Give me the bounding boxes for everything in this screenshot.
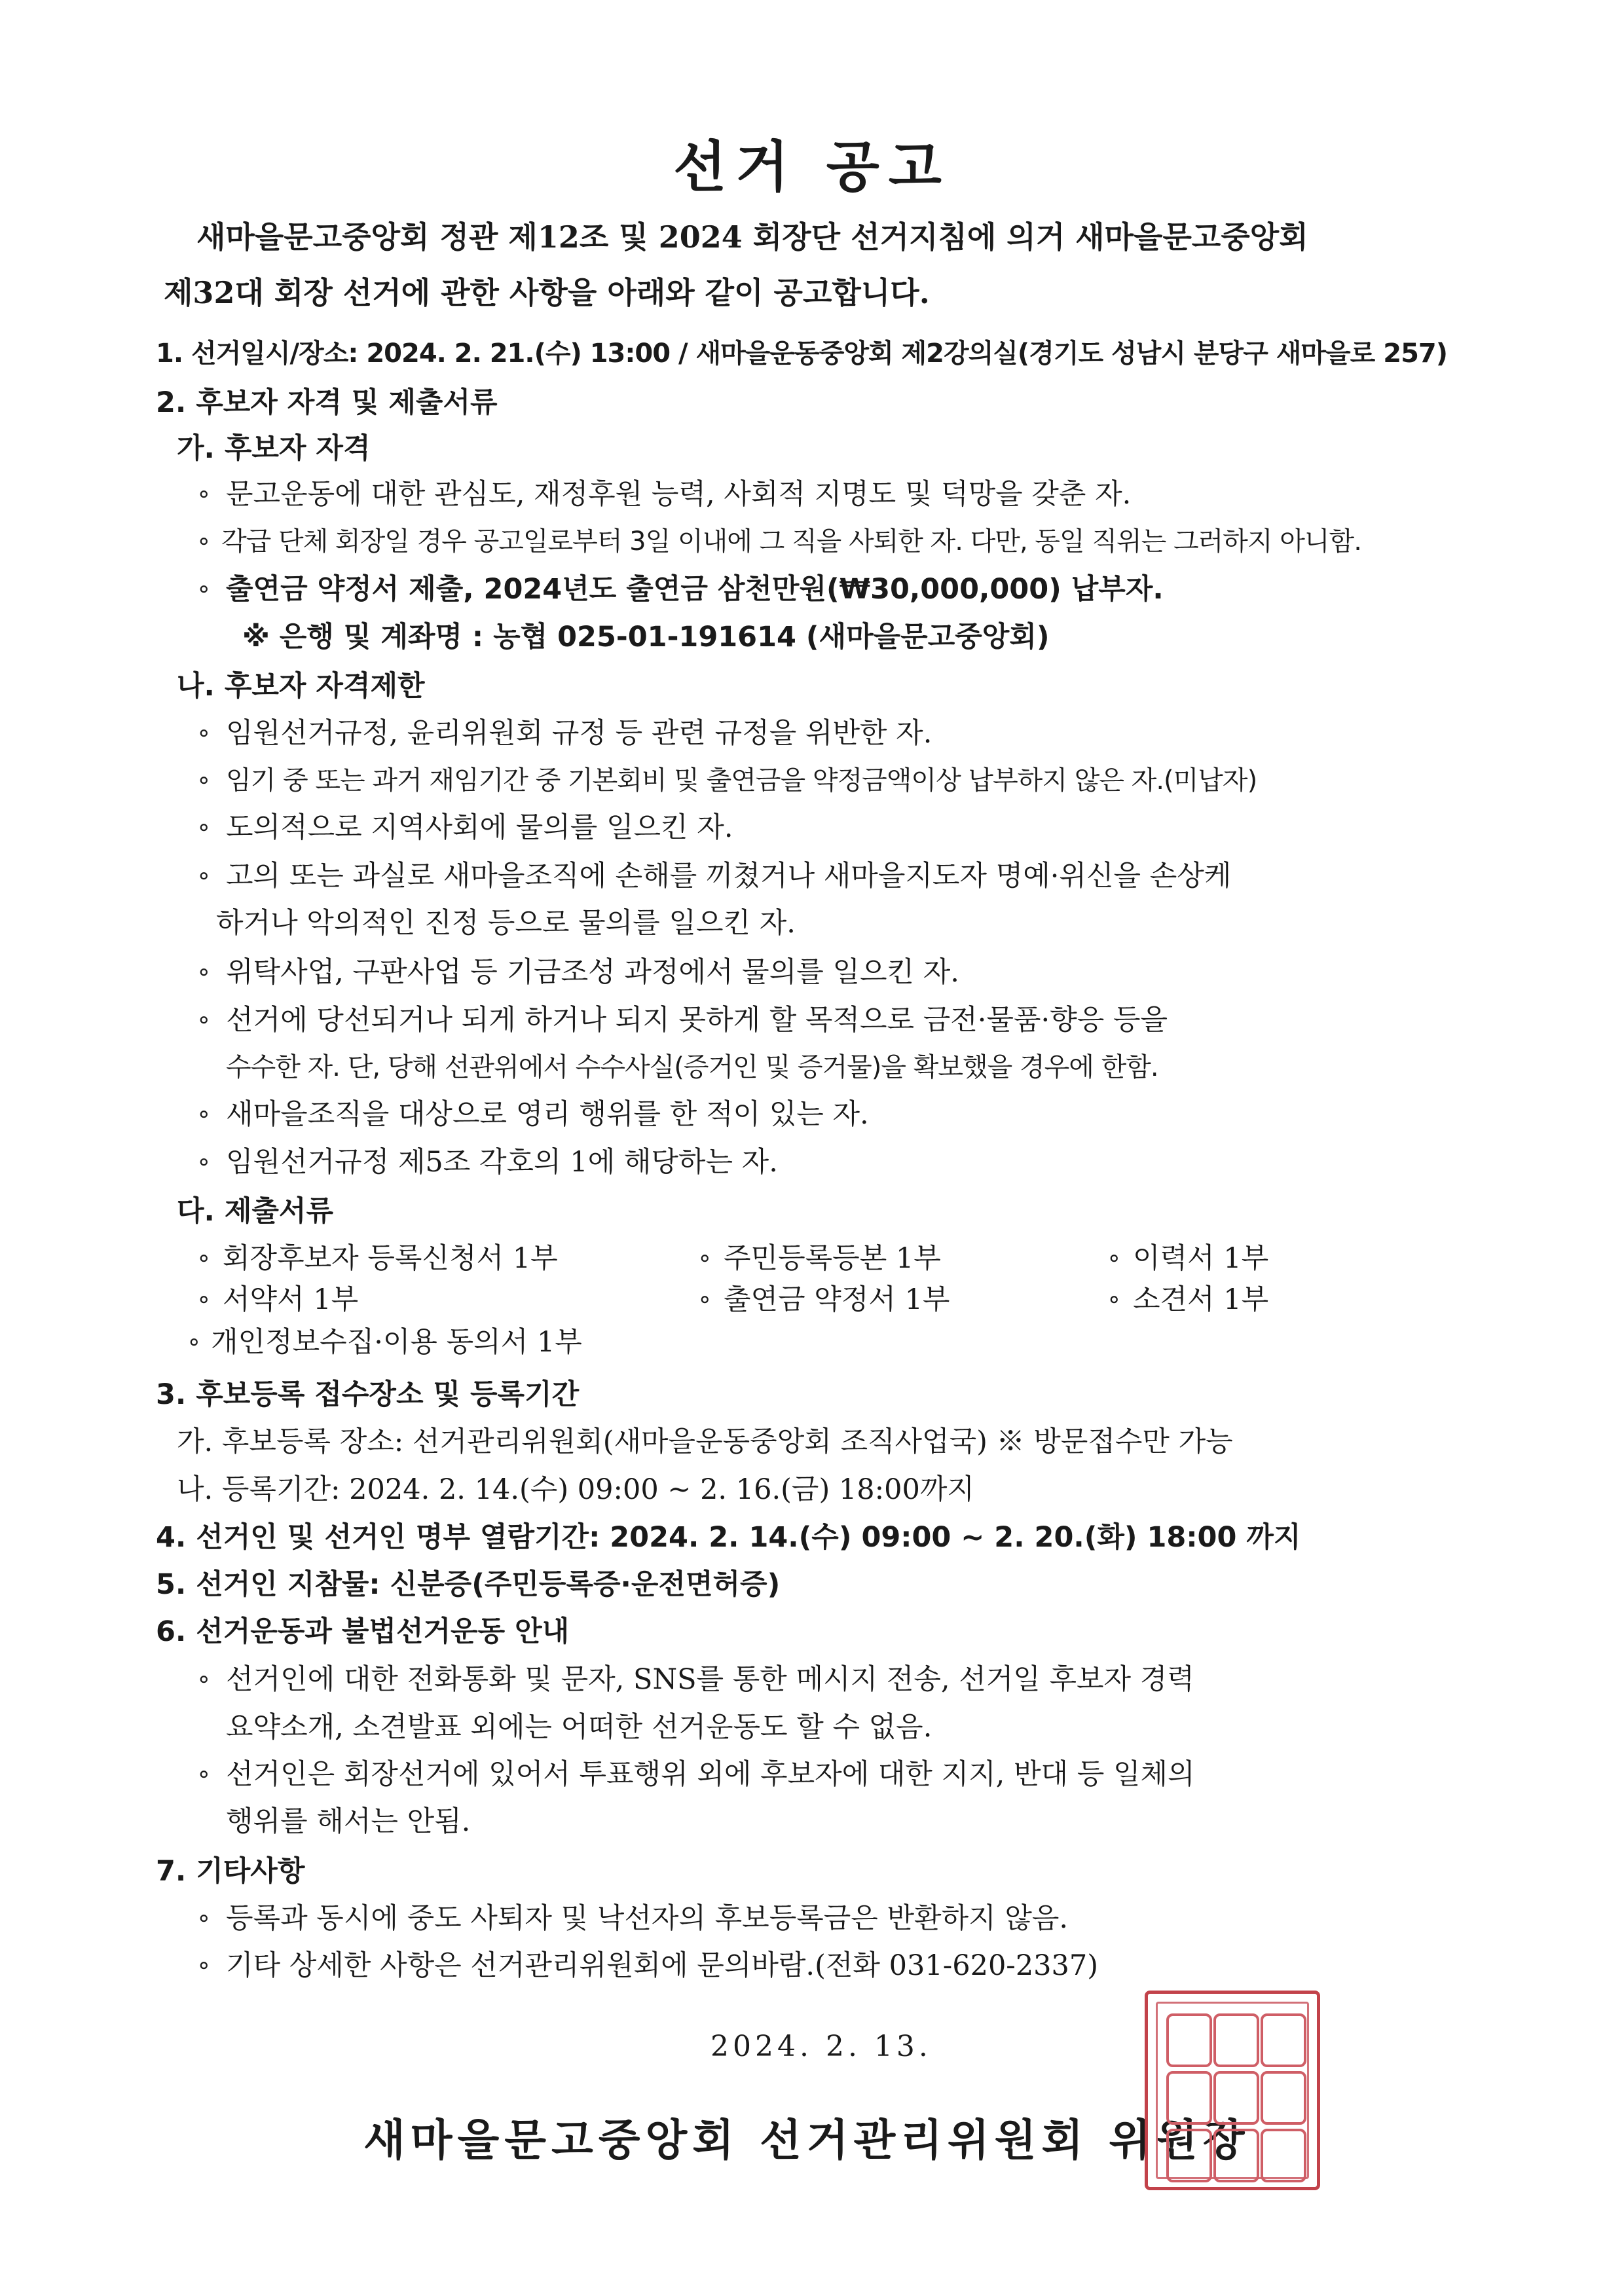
- campaign-rule-2: 선거인은 회장선거에 있어서 투표행위 외에 후보자에 대한 지지, 반대 등 일체의: [226, 1758, 1195, 1791]
- signature-line: 새마을문고중앙회 선거관리위원회 위원장: [363, 2115, 1250, 2165]
- misc-note-2: 기타 상세한 사항은 선거관리위원회에 문의바람.(전화 031-620-2337): [226, 1949, 1099, 1982]
- bullet-icon: ∘: [196, 1245, 212, 1272]
- restriction-5: 위탁사업, 구판사업 등 기금조성 과정에서 물의를 일으킨 자.: [226, 956, 959, 989]
- bullet-icon: ∘: [697, 1286, 712, 1313]
- campaign-rule-2-cont: 행위를 해서는 안됨.: [226, 1805, 471, 1838]
- bullet-icon: ∘: [196, 1006, 212, 1033]
- section-6-heading: 6. 선거운동과 불법선거운동 안내: [156, 1615, 570, 1648]
- document-contribution-agreement: 출연금 약정서 1부: [724, 1283, 950, 1316]
- seal-glyph: [1213, 2071, 1259, 2125]
- document-privacy-consent: 개인정보수집·이용 동의서 1부: [211, 1326, 582, 1359]
- bullet-icon: ∘: [196, 1905, 212, 1932]
- restriction-7: 새마을조직을 대상으로 영리 행위를 한 적이 있는 자.: [226, 1098, 869, 1131]
- restriction-6: 선거에 당선되거나 되게 하거나 되지 못하게 할 목적으로 금전·물품·향응 등을: [226, 1004, 1168, 1037]
- misc-note-1: 등록과 동시에 중도 사퇴자 및 낙선자의 후보등록금은 반환하지 않음.: [226, 1902, 1069, 1935]
- subsection-ga-heading: 가. 후보자 자격: [177, 432, 371, 465]
- bullet-icon: ∘: [697, 1245, 712, 1272]
- bullet-icon: ∘: [196, 1286, 212, 1313]
- subsection-da-heading: 다. 제출서류: [177, 1195, 333, 1228]
- document-pledge: 서약서 1부: [223, 1283, 359, 1316]
- campaign-rule-1: 선거인에 대한 전화통화 및 문자, SNS를 통한 메시지 전송, 선거일 후보자 경력: [226, 1663, 1194, 1696]
- document-opinion: 소견서 1부: [1133, 1283, 1269, 1316]
- section-5-voter-id: 5. 선거인 지참물: 신분증(주민등록증·운전면허증): [156, 1568, 781, 1601]
- section-4-voter-list-period: 4. 선거인 및 선거인 명부 열람기간: 2024. 2. 14.(수) 09:00 ~ 2. 20.(화) 18:00 까지: [156, 1521, 1301, 1554]
- section-3-heading: 3. 후보등록 접수장소 및 등록기간: [156, 1378, 580, 1411]
- bank-account-note: ※ 은행 및 계좌명 : 농협 025-01-191614 (새마을문고중앙회): [242, 621, 1050, 653]
- bullet-icon: ∘: [187, 1329, 202, 1355]
- restriction-6-cont: 수수한 자. 단, 당해 선관위에서 수수사실(증거인 및 증거물)을 확보했을 경우에 한함.: [226, 1052, 1158, 1082]
- section-2-heading: 2. 후보자 자격 및 제출서류: [156, 386, 498, 419]
- intro-paragraph: [164, 210, 1480, 321]
- bullet-icon: ∘: [196, 1148, 212, 1175]
- bullet-icon: ∘: [196, 767, 212, 794]
- item-1-election-datetime-place: 1. 선거일시/장소: 2024. 2. 21.(수) 13:00 / 새마을운동중앙회 제2강의실(경기도 성남시 분당구 새마을로 257): [156, 339, 1448, 369]
- bullet-icon: ∘: [196, 1101, 212, 1128]
- bullet-icon: ∘: [196, 576, 212, 602]
- registration-period: 나. 등록기간: 2024. 2. 14.(수) 09:00 ~ 2. 16.(금) 18:00까지: [177, 1473, 974, 1506]
- bullet-icon: ∘: [196, 862, 212, 889]
- seal-glyph: [1166, 2013, 1212, 2067]
- bullet-icon: ∘: [196, 959, 212, 985]
- intro-line-2: 제32대 회장 선거에 관한 사항을 아래와 같이 공고합니다.: [164, 275, 930, 310]
- document-application-form: 회장후보자 등록신청서 1부: [223, 1242, 558, 1275]
- bullet-icon: ∘: [196, 528, 212, 555]
- seal-glyph: [1213, 2129, 1259, 2182]
- qualification-3: 출연금 약정서 제출, 2024년도 출연금 삼천만원(₩30,000,000) 납부자.: [226, 573, 1164, 606]
- bullet-icon: ∘: [1107, 1245, 1122, 1272]
- intro-line-1: 새마을문고중앙회 정관 제12조 및 2024 회장단 선거지침에 의거 새마을문고중앙회: [196, 219, 1308, 255]
- document-resident-registration: 주민등록등본 1부: [724, 1242, 941, 1275]
- restriction-2: 임기 중 또는 과거 재임기간 중 기본회비 및 출연금을 약정금액이상 납부하지 않은 자.(미납자): [226, 765, 1257, 796]
- bullet-icon: ∘: [196, 1761, 212, 1788]
- page-title: 선거 공고: [673, 135, 951, 199]
- seal-glyph: [1213, 2013, 1259, 2067]
- restriction-8: 임원선거규정 제5조 각호의 1에 해당하는 자.: [226, 1146, 778, 1179]
- seal-glyph: [1166, 2129, 1212, 2182]
- restriction-3: 도의적으로 지역사회에 물의를 일으킨 자.: [226, 811, 733, 844]
- seal-glyph: [1166, 2071, 1212, 2125]
- bullet-icon: ∘: [196, 1666, 212, 1693]
- registration-place: 가. 후보등록 장소: 선거관리위원회(새마을운동중앙회 조직사업국) ※ 방문접수만 가능: [177, 1425, 1233, 1458]
- bullet-icon: ∘: [196, 481, 212, 507]
- bullet-icon: ∘: [1107, 1286, 1122, 1313]
- bullet-icon: ∘: [196, 1952, 212, 1979]
- official-seal-stamp: [1145, 1991, 1320, 2190]
- seal-glyph: [1261, 2013, 1306, 2067]
- bullet-icon: ∘: [196, 814, 212, 841]
- restriction-4: 고의 또는 과실로 새마을조직에 손해를 끼쳤거나 새마을지도자 명예·위신을 손상케: [226, 860, 1232, 892]
- qualification-1: 문고운동에 대한 관심도, 재정후원 능력, 사회적 지명도 및 덕망을 갖춘 자.: [226, 478, 1132, 511]
- qualification-2: 각급 단체 회장일 경우 공고일로부터 3일 이내에 그 직을 사퇴한 자. 다만, 동일 직위는 그러하지 아니함.: [221, 526, 1361, 557]
- announcement-date: 2024. 2. 13.: [710, 2030, 932, 2063]
- document-resume: 이력서 1부: [1133, 1242, 1269, 1275]
- restriction-4-cont: 하거나 악의적인 진정 등으로 물의를 일으킨 자.: [216, 907, 796, 940]
- subsection-na-heading: 나. 후보자 자격제한: [177, 670, 425, 703]
- campaign-rule-1-cont: 요약소개, 소견발표 외에는 어떠한 선거운동도 할 수 없음.: [226, 1711, 932, 1744]
- restriction-1: 임원선거규정, 윤리위원회 규정 등 관련 규정을 위반한 자.: [226, 717, 932, 750]
- bullet-icon: ∘: [196, 720, 212, 746]
- seal-glyph: [1261, 2071, 1306, 2125]
- seal-glyph: [1261, 2129, 1306, 2182]
- section-7-heading: 7. 기타사항: [156, 1855, 305, 1888]
